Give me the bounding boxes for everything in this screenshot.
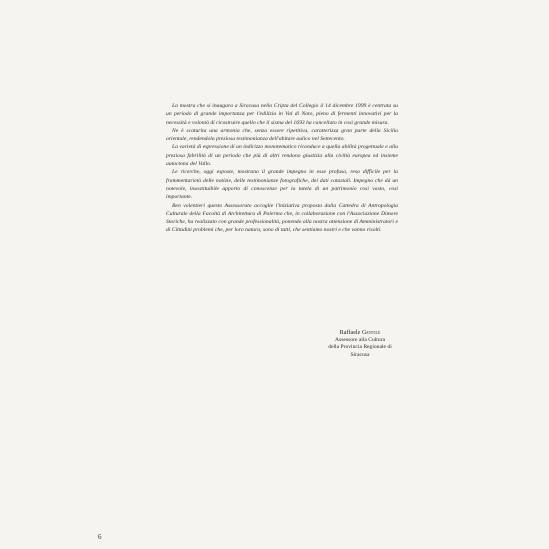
signatory-institution: della Provincia Regionale di Siracusa <box>328 344 392 358</box>
page-number: 6 <box>98 533 102 541</box>
paragraph-2: Ne è scaturita una armonia che, senza essere ripetitiva, caratterizza gran parte della Sicilia orientale, rendendola preziosa testimonianza dell'abitare aulico nel Settecento. <box>166 127 398 143</box>
paragraph-1: La mostra che si inaugura a Siracusa nella Cripta del Collegio il 14 dicembre 1999 è centrata su un periodo di grande importanza per l'edilizia in Val di Noto, pieno di fermenti innovativi per la necessità e volontà di ricostruire quello che il sisma del 1693 ha cancellato in così grande misura. <box>166 103 398 126</box>
body-text <box>166 102 398 235</box>
paragraph-3: La varietà di espressione di un indirizzo monotematico riconduce a quella abilità progettuale e alla preziosa fabrilità di un periodo che più di altri rendono giustizia alla civiltà europea ed insieme autoctona del Vallo. <box>166 144 398 168</box>
paragraph-5: Ben volentieri questo Assessorato accoglie l'iniziativa proposta dalla Cattedra di Antropologia Culturale della Facoltà di Architettura di Palermo che, in collaborazione con l'Associazione Dimore Storiche, ha realizzato con grande professionalità, ponendo alla nostra attenzione di Amministratori e di Cittadini problemi che, per loro natura, sono di tutti, che sentiamo nostri e che vanno risolti. <box>166 202 398 234</box>
signatory-first-name: Raffaele <box>339 329 361 336</box>
signature-block <box>320 329 400 359</box>
signatory-name <box>320 329 400 337</box>
signatory-last-name: Gentile <box>361 329 381 336</box>
signatory-role: Assessore alla Cultura <box>334 336 386 343</box>
paragraph-4: Le ricerche, oggi esposte, mostrano il grande impegno in esse profuso, reso difficile per la frammentarietà delle notizie, delle testimonianze fotografiche, dei dati catastali. Impegno che dà un notevole, insostituibile apporto di conoscenze per la tutela di un patrimonio così vasto, così importante. <box>166 169 398 201</box>
